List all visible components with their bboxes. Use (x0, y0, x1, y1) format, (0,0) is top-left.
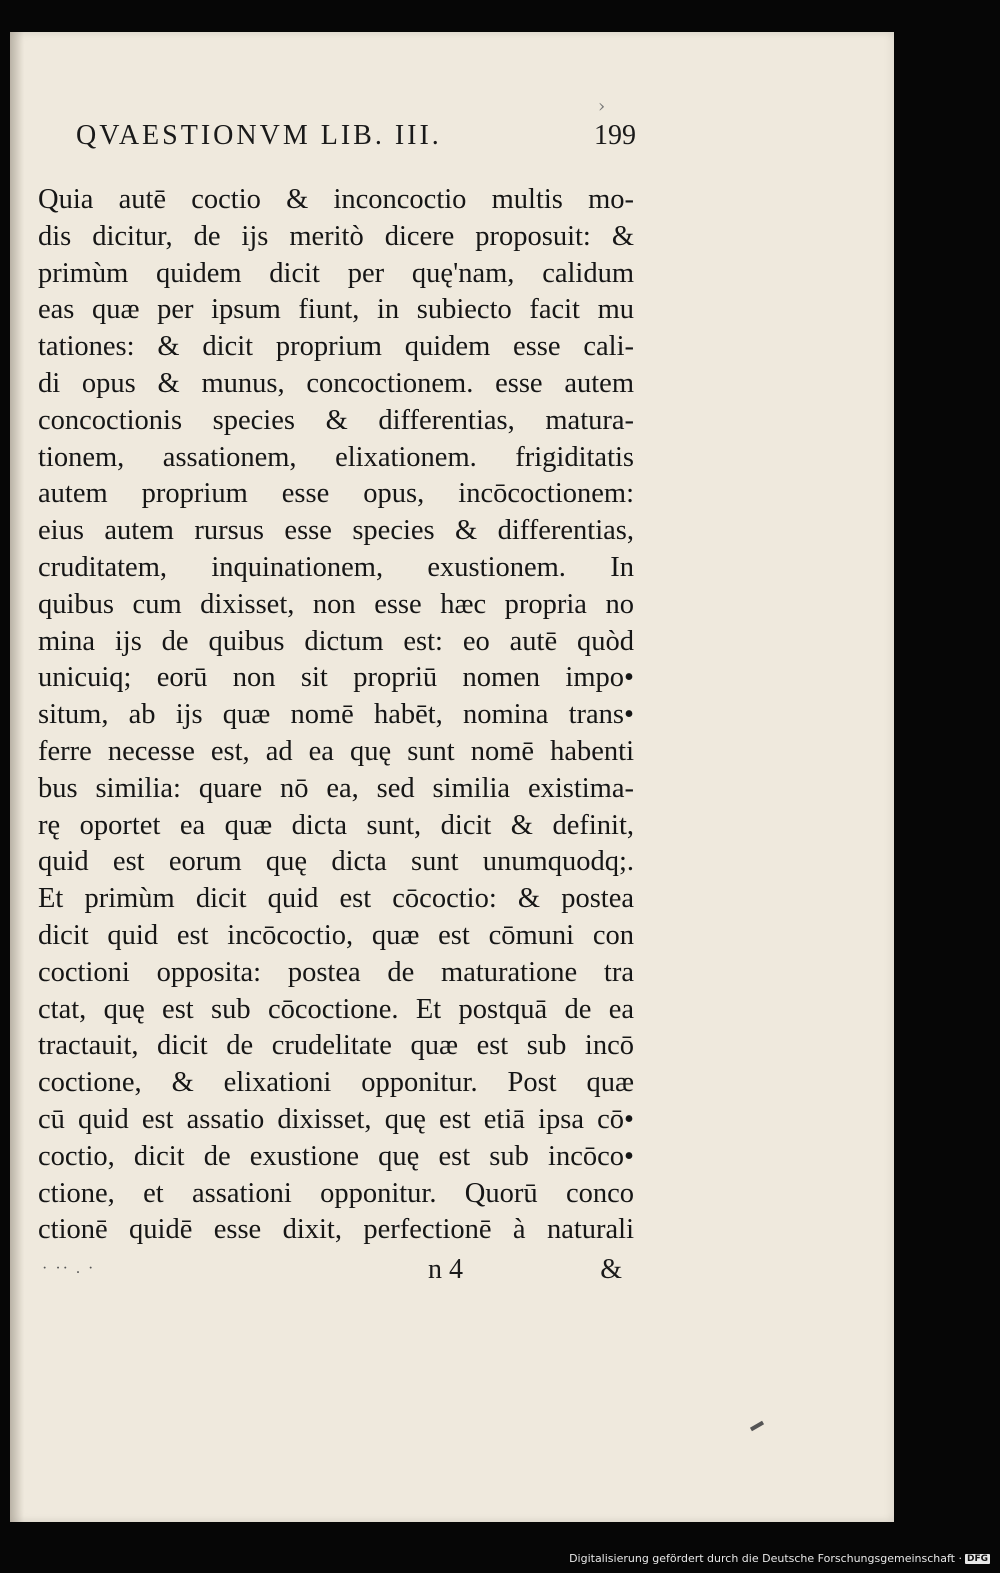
text-line: coctio, dicit de exustione quę est sub incōco• (38, 1140, 634, 1172)
dfg-logo: DFG (966, 1553, 988, 1564)
digitization-credit (569, 1552, 990, 1565)
footer-specks: · ·· . · (42, 1260, 96, 1277)
text-line: rę oportet ea quæ dicta sunt, dicit & definit, (38, 809, 634, 841)
text-line: unicuiq; eorū non sit propriū nomen impo• (38, 662, 634, 694)
text-line: ctionē quidē esse dixit, perfectionē à naturali (38, 1214, 634, 1246)
text-line: ctione, et assationi opponitur. Quorū conco (38, 1177, 634, 1209)
folio-number: 199 (594, 120, 636, 151)
text-line: tractauit, dicit de crudelitate quæ est sub incō (38, 1030, 634, 1062)
running-head (76, 120, 636, 152)
text-line: dis dicitur, de ijs meritò dicere proposuit: & (38, 220, 634, 252)
text-line: situm, ab ijs quæ nomē habēt, nomina trans• (38, 699, 634, 731)
running-head-title: QVAESTIONVM LIB. III. (76, 120, 442, 151)
text-line: primùm quidem dicit per quę'nam, calidum (38, 257, 634, 289)
text-line: mina ijs de quibus dictum est: eo autē quòd (38, 625, 634, 657)
text-line: concoctionis species & differentias, matura- (38, 404, 634, 436)
text-line: di opus & munus, concoctionem. esse autem (38, 367, 634, 399)
text-block (38, 182, 634, 1249)
text-line: eas quæ per ipsum fiunt, in subiecto facit mu (38, 294, 634, 326)
page-mark: › (598, 96, 606, 117)
text-line: dicit quid est incōcoctio, quæ est cōmuni con (38, 919, 634, 951)
page-stain (750, 1421, 764, 1431)
text-line: tationes: & dicit proprium quidem esse cali- (38, 331, 634, 363)
signature-mark: n 4 (428, 1254, 463, 1285)
text-line: coctioni opposita: postea de maturatione tra (38, 956, 634, 988)
text-line: quid est eorum quę dicta sunt unumquodq;. (38, 846, 634, 878)
text-line: tionem, assationem, elixationem. frigiditatis (38, 441, 634, 473)
credit-text: Digitalisierung gefördert durch die Deutsche Forschungsgemeinschaft · (569, 1552, 962, 1565)
text-line: bus similia: quare nō ea, sed similia existima- (38, 772, 634, 804)
text-line: Quia autē coctio & inconcoctio multis mo- (38, 184, 634, 215)
catchword: & (600, 1254, 622, 1285)
text-line: autem proprium esse opus, incōcoctionem: (38, 478, 634, 510)
page-footer (38, 1254, 634, 1290)
text-line: Et primùm dicit quid est cōcoctio: & postea (38, 883, 634, 915)
text-line: eius autem rursus esse species & differentias, (38, 515, 634, 547)
text-line: ferre necesse est, ad ea quę sunt nomē habenti (38, 735, 634, 767)
text-line: cruditatem, inquinationem, exustionem. In (38, 551, 634, 583)
text-line: quibus cum dixisset, non esse hæc propria no (38, 588, 634, 620)
gutter-shadow (10, 32, 24, 1522)
text-line: ctat, quę est sub cōcoctione. Et postquā de ea (38, 993, 634, 1025)
text-line: cū quid est assatio dixisset, quę est etiā ipsa cō• (38, 1103, 634, 1135)
text-line: coctione, & elixationi opponitur. Post quæ (38, 1067, 634, 1099)
book-page (10, 32, 894, 1522)
